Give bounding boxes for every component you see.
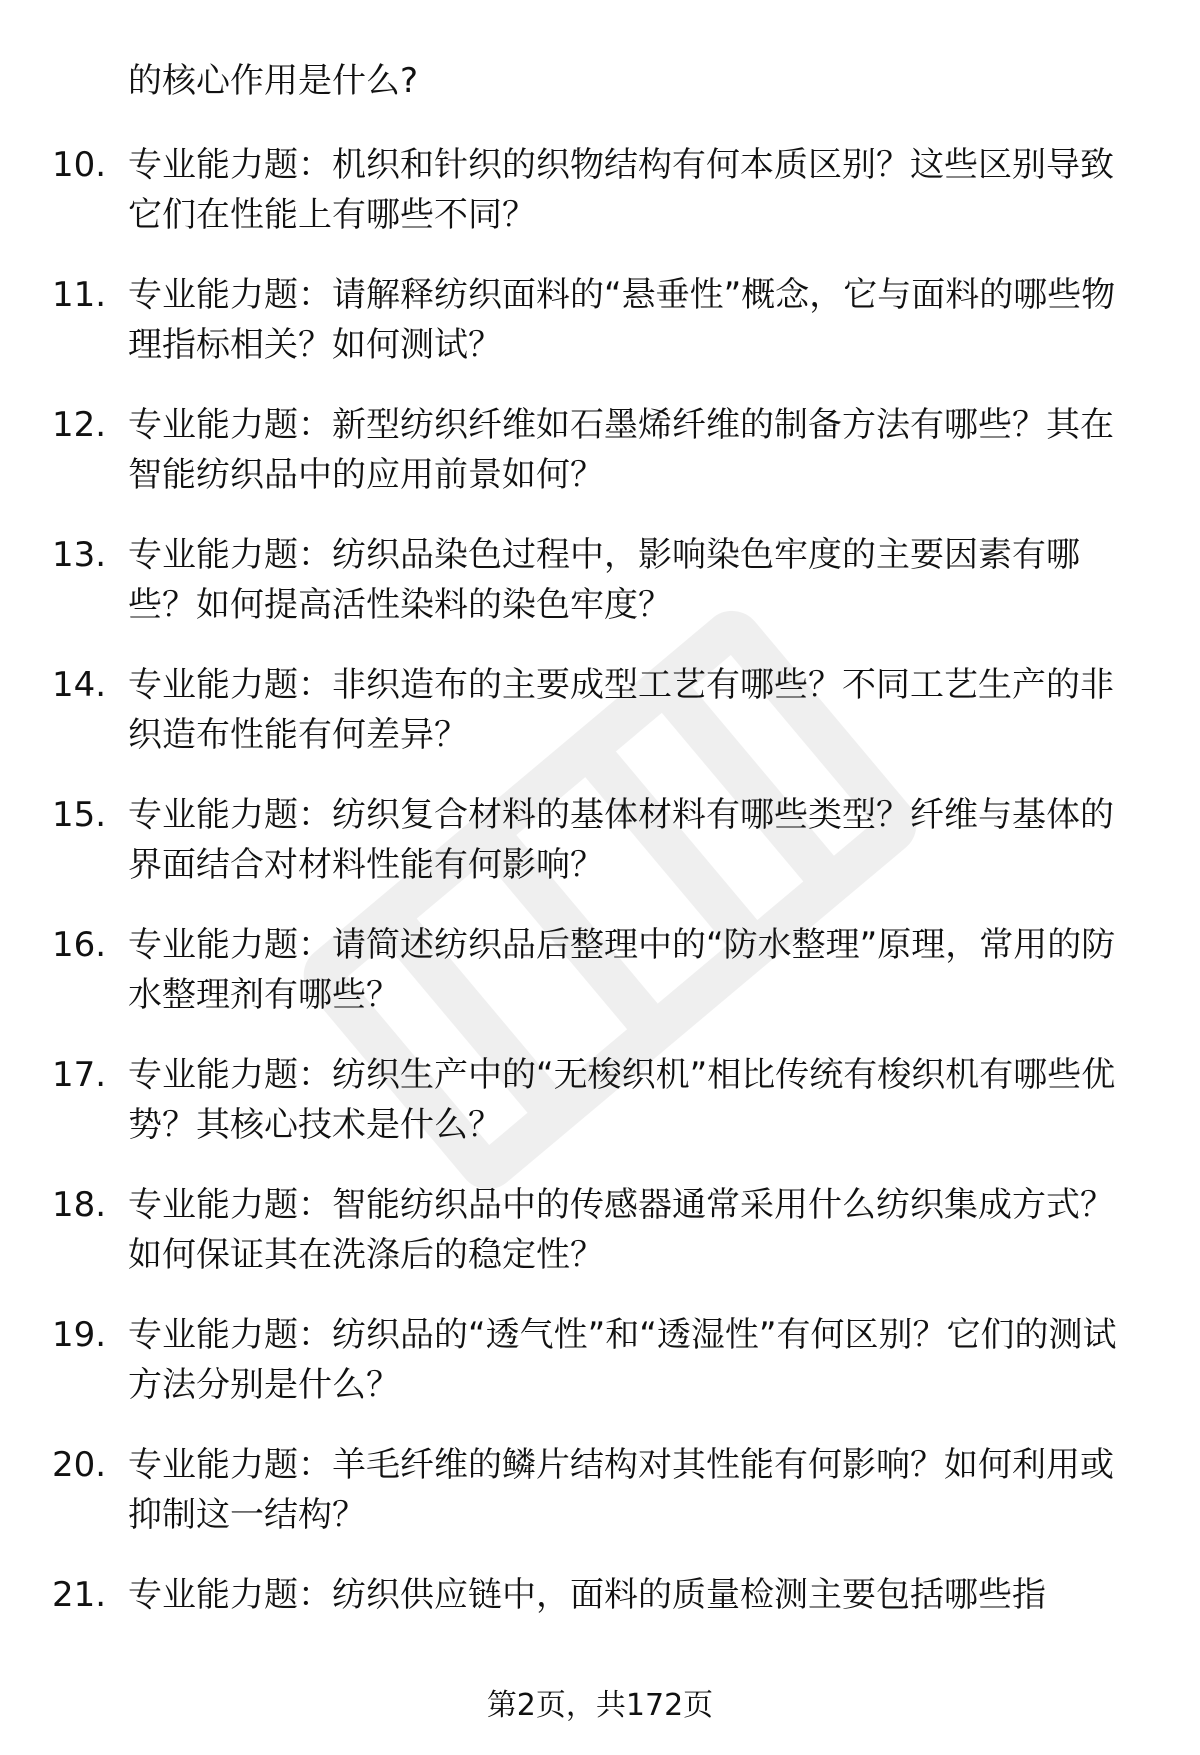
question-number: 16. (52, 925, 107, 965)
question-item (0, 530, 1200, 660)
page-number-label: 第2页，共172页 (486, 1688, 714, 1723)
previous-question-continuation: 的核心作用是什么? (128, 61, 419, 101)
question-list (0, 140, 1200, 1700)
question-number: 11. (52, 275, 107, 315)
question-item (0, 1180, 1200, 1310)
question-item (0, 270, 1200, 400)
question-item (0, 1050, 1200, 1180)
question-number: 10. (52, 145, 107, 185)
question-text: 专业能力题：纺织供应链中，面料的质量检测主要包括哪些指 (128, 1575, 1046, 1615)
question-item (0, 1440, 1200, 1570)
question-item (0, 400, 1200, 530)
question-number: 14. (52, 665, 107, 705)
question-item (0, 790, 1200, 920)
question-text: 专业能力题：请解释纺织面料的“悬垂性”概念，它与面料的哪些物理指标相关？如何测试？ (128, 275, 1116, 365)
question-item (0, 1570, 1200, 1700)
question-text: 专业能力题：纺织品染色过程中，影响染色牢度的主要因素有哪些？如何提高活性染料的染色牢度？ (128, 535, 1080, 625)
question-text: 专业能力题：智能纺织品中的传感器通常采用什么纺织集成方式？如何保证其在洗涤后的稳定性？ (128, 1185, 1114, 1275)
question-text: 专业能力题：机织和针织的织物结构有何本质区别？这些区别导致它们在性能上有哪些不同？ (128, 145, 1114, 235)
question-text: 专业能力题：纺织复合材料的基体材料有哪些类型？纤维与基体的界面结合对材料性能有何影响？ (128, 795, 1114, 885)
question-item (0, 660, 1200, 790)
question-number: 17. (52, 1055, 107, 1095)
question-number: 19. (52, 1315, 107, 1355)
question-text: 专业能力题：羊毛纤维的鳞片结构对其性能有何影响？如何利用或抑制这一结构？ (128, 1445, 1114, 1535)
question-text: 专业能力题：请简述纺织品后整理中的“防水整理”原理，常用的防水整理剂有哪些？ (128, 925, 1116, 1015)
question-number: 13. (52, 535, 107, 575)
question-number: 15. (52, 795, 107, 835)
question-text: 专业能力题：纺织品的“透气性”和“透湿性”有何区别？它们的测试方法分别是什么？ (128, 1315, 1117, 1405)
question-text: 专业能力题：非织造布的主要成型工艺有哪些？不同工艺生产的非织造布性能有何差异？ (128, 665, 1114, 755)
question-item (0, 1310, 1200, 1440)
question-number: 12. (52, 405, 107, 445)
question-text: 专业能力题：新型纺织纤维如石墨烯纤维的制备方法有哪些？其在智能纺织品中的应用前景如何？ (128, 405, 1114, 495)
question-text: 专业能力题：纺织生产中的“无梭织机”相比传统有梭织机有哪些优势？其核心技术是什么？ (128, 1055, 1116, 1145)
question-number: 18. (52, 1185, 107, 1225)
page-footer (0, 1684, 1200, 1728)
question-number: 20. (52, 1445, 107, 1485)
question-item (0, 140, 1200, 270)
question-number: 21. (52, 1575, 107, 1615)
question-item (0, 920, 1200, 1050)
